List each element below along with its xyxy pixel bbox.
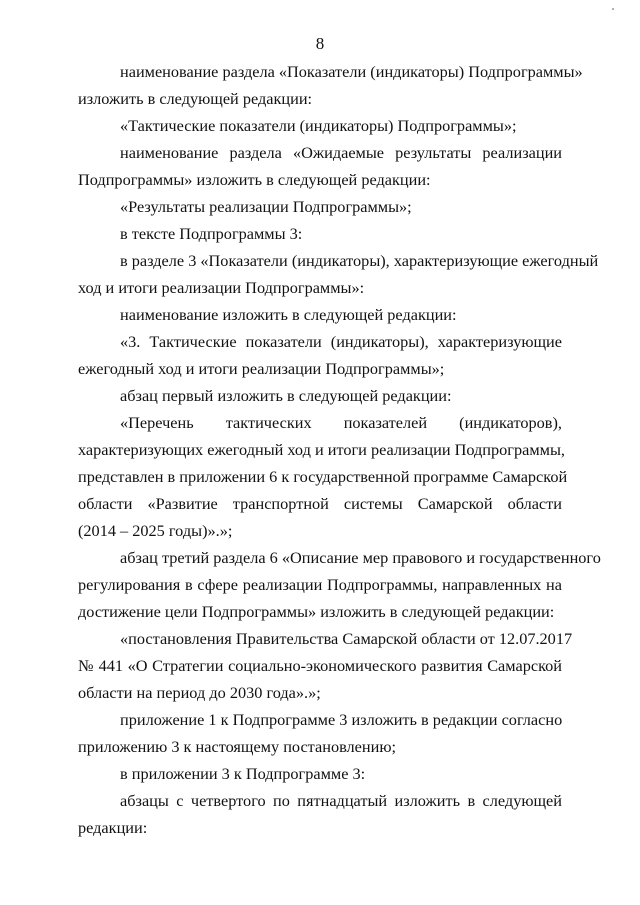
paragraph — [78, 787, 562, 841]
paragraph — [78, 247, 599, 301]
paragraph-line: абзац третий раздела 6 «Описание мер правового и государственного — [120, 548, 601, 567]
scan-artifact — [612, 8, 614, 10]
page-number: 8 — [315, 34, 325, 53]
paragraph — [78, 625, 573, 706]
paragraph-line: приложение 1 к Подпрограмме 3 изложить в редакции согласно — [120, 710, 563, 729]
paragraph-line: регулирования в сфере реализации Подпрограммы, направленных на — [78, 575, 562, 594]
paragraph-line: достижение цели Подпрограммы» изложить в следующей редакции: — [78, 602, 555, 621]
paragraph-line: наименование изложить в следующей редакции: — [120, 305, 457, 324]
paragraph-line: «Результаты реализации Подпрограммы»; — [120, 197, 412, 216]
paragraph — [78, 58, 583, 112]
paragraph-line: (2014 – 2025 годы)».»; — [78, 521, 233, 540]
paragraph-line: приложению 3 к настоящему постановлению; — [78, 737, 397, 756]
paragraph-line: «Тактические показатели (индикаторы) Подпрограммы»; — [120, 116, 517, 135]
paragraph — [78, 328, 562, 382]
paragraph — [78, 220, 562, 247]
paragraph — [78, 409, 568, 544]
document-body — [78, 58, 601, 841]
paragraph-line: абзац первый изложить в следующей редакции: — [120, 386, 452, 405]
paragraph-line: области на период до 2030 года».»; — [78, 683, 321, 702]
paragraph-line: № 441 «О Стратегии социально-экономического развития Самарской — [78, 656, 562, 675]
paragraph-line: ход и итоги реализации Подпрограммы»: — [78, 278, 365, 297]
paragraph-line: Подпрограммы» изложить в следующей редакции: — [78, 170, 431, 189]
paragraph-line: в приложении 3 к Подпрограмме 3: — [120, 764, 366, 783]
paragraph-line: области «Развитие транспортной системы Самарской области — [78, 494, 562, 513]
paragraph-line: в тексте Подпрограммы 3: — [120, 224, 303, 243]
paragraph — [78, 301, 562, 328]
paragraph-line: представлен в приложении 6 к государственной программе Самарской — [78, 467, 568, 486]
paragraph-line: в разделе 3 «Показатели (индикаторы), характеризующие ежегодный — [120, 251, 599, 270]
paragraph — [78, 112, 562, 139]
paragraph-line: «3. Тактические показатели (индикаторы), характеризующие — [120, 332, 562, 351]
paragraph — [78, 760, 562, 787]
paragraph — [78, 706, 562, 760]
paragraph-line: характеризующих ежегодный ход и итоги реализации Подпрограммы, — [78, 440, 565, 459]
paragraph-line: абзацы с четвертого по пятнадцатый изложить в следующей — [120, 791, 562, 810]
paragraph — [78, 382, 562, 409]
paragraph — [78, 544, 601, 625]
paragraph-line: редакции: — [78, 818, 148, 837]
paragraph-line: ежегодный ход и итоги реализации Подпрограммы»; — [78, 359, 445, 378]
paragraph-line: наименование раздела «Ожидаемые результаты реализации — [120, 143, 562, 162]
paragraph-line: «постановления Правительства Самарской области от 12.07.2017 — [120, 629, 573, 648]
paragraph-line: изложить в следующей редакции: — [78, 89, 313, 108]
paragraph — [78, 193, 562, 220]
paragraph-line: «Перечень тактических показателей (индикаторов), — [120, 413, 562, 432]
paragraph-line: наименование раздела «Показатели (индикаторы) Подпрограммы» — [120, 62, 583, 81]
paragraph — [78, 139, 562, 193]
